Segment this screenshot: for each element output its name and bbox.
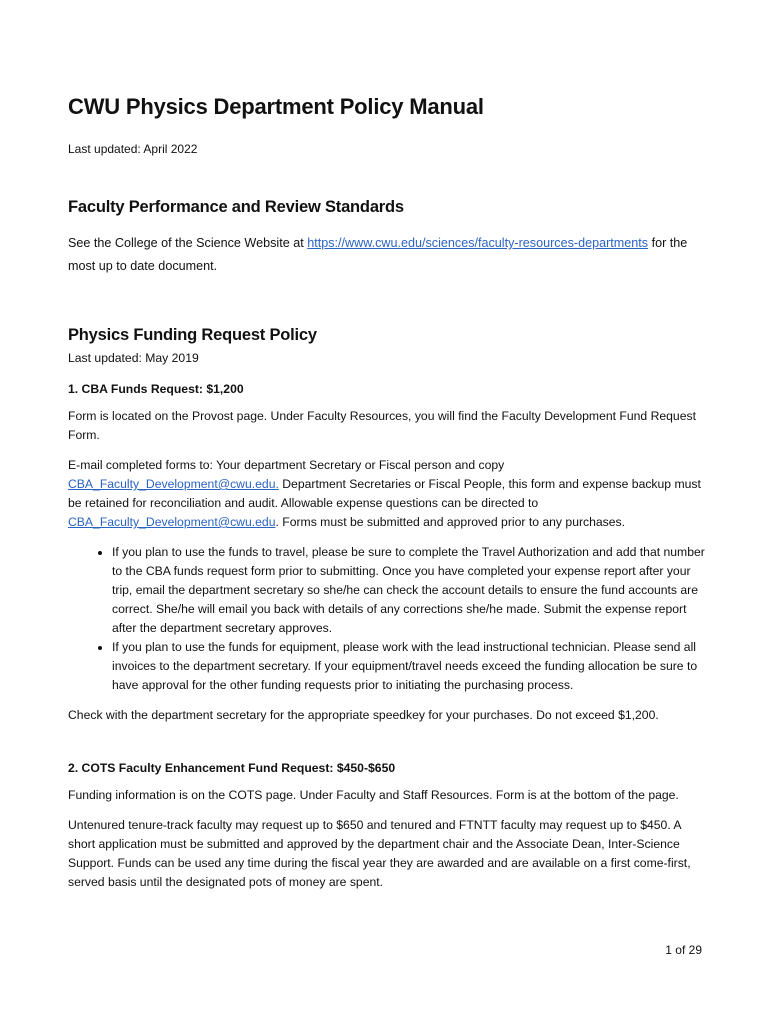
- last-updated-funding: Last updated: May 2019: [68, 351, 199, 365]
- cots-funds-heading: 2. COTS Faculty Enhancement Fund Request: $450-$650: [68, 761, 396, 775]
- cba-funds-heading: 1. CBA Funds Request: $1,200: [68, 382, 244, 396]
- document-title: CWU Physics Department Policy Manual: [68, 94, 484, 119]
- list-item: • If you plan to use the funds to travel, please be sure to complete the Travel Authorization and add that number to the CBA funds request form prior to submitting. Once you have completed your expense report after your trip, email the department secretary so she/he can check the account details to ensure the fund accounts are correct. She/he will email you back with details of any corrections she/he made. Submit the expense report after the department secretary approves.: [112, 543, 708, 638]
- cba-email-link-1[interactable]: CBA_Faculty_Development@cwu.edu.: [68, 477, 279, 491]
- faculty-performance-paragraph: See the College of the Science Website at https://www.cwu.edu/sciences/faculty-resources-departments for the most up to date document.: [68, 236, 688, 273]
- section-funding-request: [68, 326, 708, 892]
- cba-paragraph-2: E-mail completed forms to: Your department Secretary or Fiscal person and copy CBA_Faculty_Development@cwu.edu. Department Secretaries or Fiscal People, this form and expense backup must be retained for reconciliation and audit. Allowable expense questions can be directed to CBA_Faculty_Development@cwu.edu. Forms must be submitted and approved prior to any purchases.: [68, 458, 701, 529]
- document-page: [68, 94, 708, 892]
- cba-paragraph-1: Form is located on the Provost page. Under Faculty Resources, you will find the Faculty Development Fund Request Form.: [68, 409, 696, 442]
- section-heading-funding-request: Physics Funding Request Policy: [68, 326, 317, 344]
- cba-paragraph-3: Check with the department secretary for the appropriate speedkey for your purchases. Do not exceed $1,200.: [68, 708, 659, 722]
- cba-email-link-2[interactable]: CBA_Faculty_Development@cwu.edu: [68, 515, 276, 529]
- section-heading-faculty-performance: Faculty Performance and Review Standards: [68, 198, 404, 216]
- cots-paragraph-2: Untenured tenure-track faculty may request up to $650 and tenured and FTNTT faculty may request up to $450. A short application must be submitted and approved by the department chair and the Associate Dean, Inter-Science Support. Funds can be used any time during the fiscal year they are awarded and are available on a first come-first, served basis until the designated pots of money are spent.: [68, 818, 691, 889]
- faculty-resources-link[interactable]: https://www.cwu.edu/sciences/faculty-resources-departments: [307, 236, 649, 250]
- cots-paragraph-1: Funding information is on the COTS page. Under Faculty and Staff Resources. Form is at the bottom of the page.: [68, 788, 679, 802]
- cba-bullet-list: [68, 543, 708, 695]
- page-number: 1 of 29: [665, 943, 702, 957]
- last-updated-top: Last updated: April 2022: [68, 142, 198, 156]
- list-item: • If you plan to use the funds for equipment, please work with the lead instructional technician. Please send all invoices to the department secretary. If your equipment/travel needs exceed the funding allocation be sure to have approval for the other funding requests prior to initiating the purchasing process.: [112, 638, 708, 695]
- section-faculty-performance: [68, 198, 708, 278]
